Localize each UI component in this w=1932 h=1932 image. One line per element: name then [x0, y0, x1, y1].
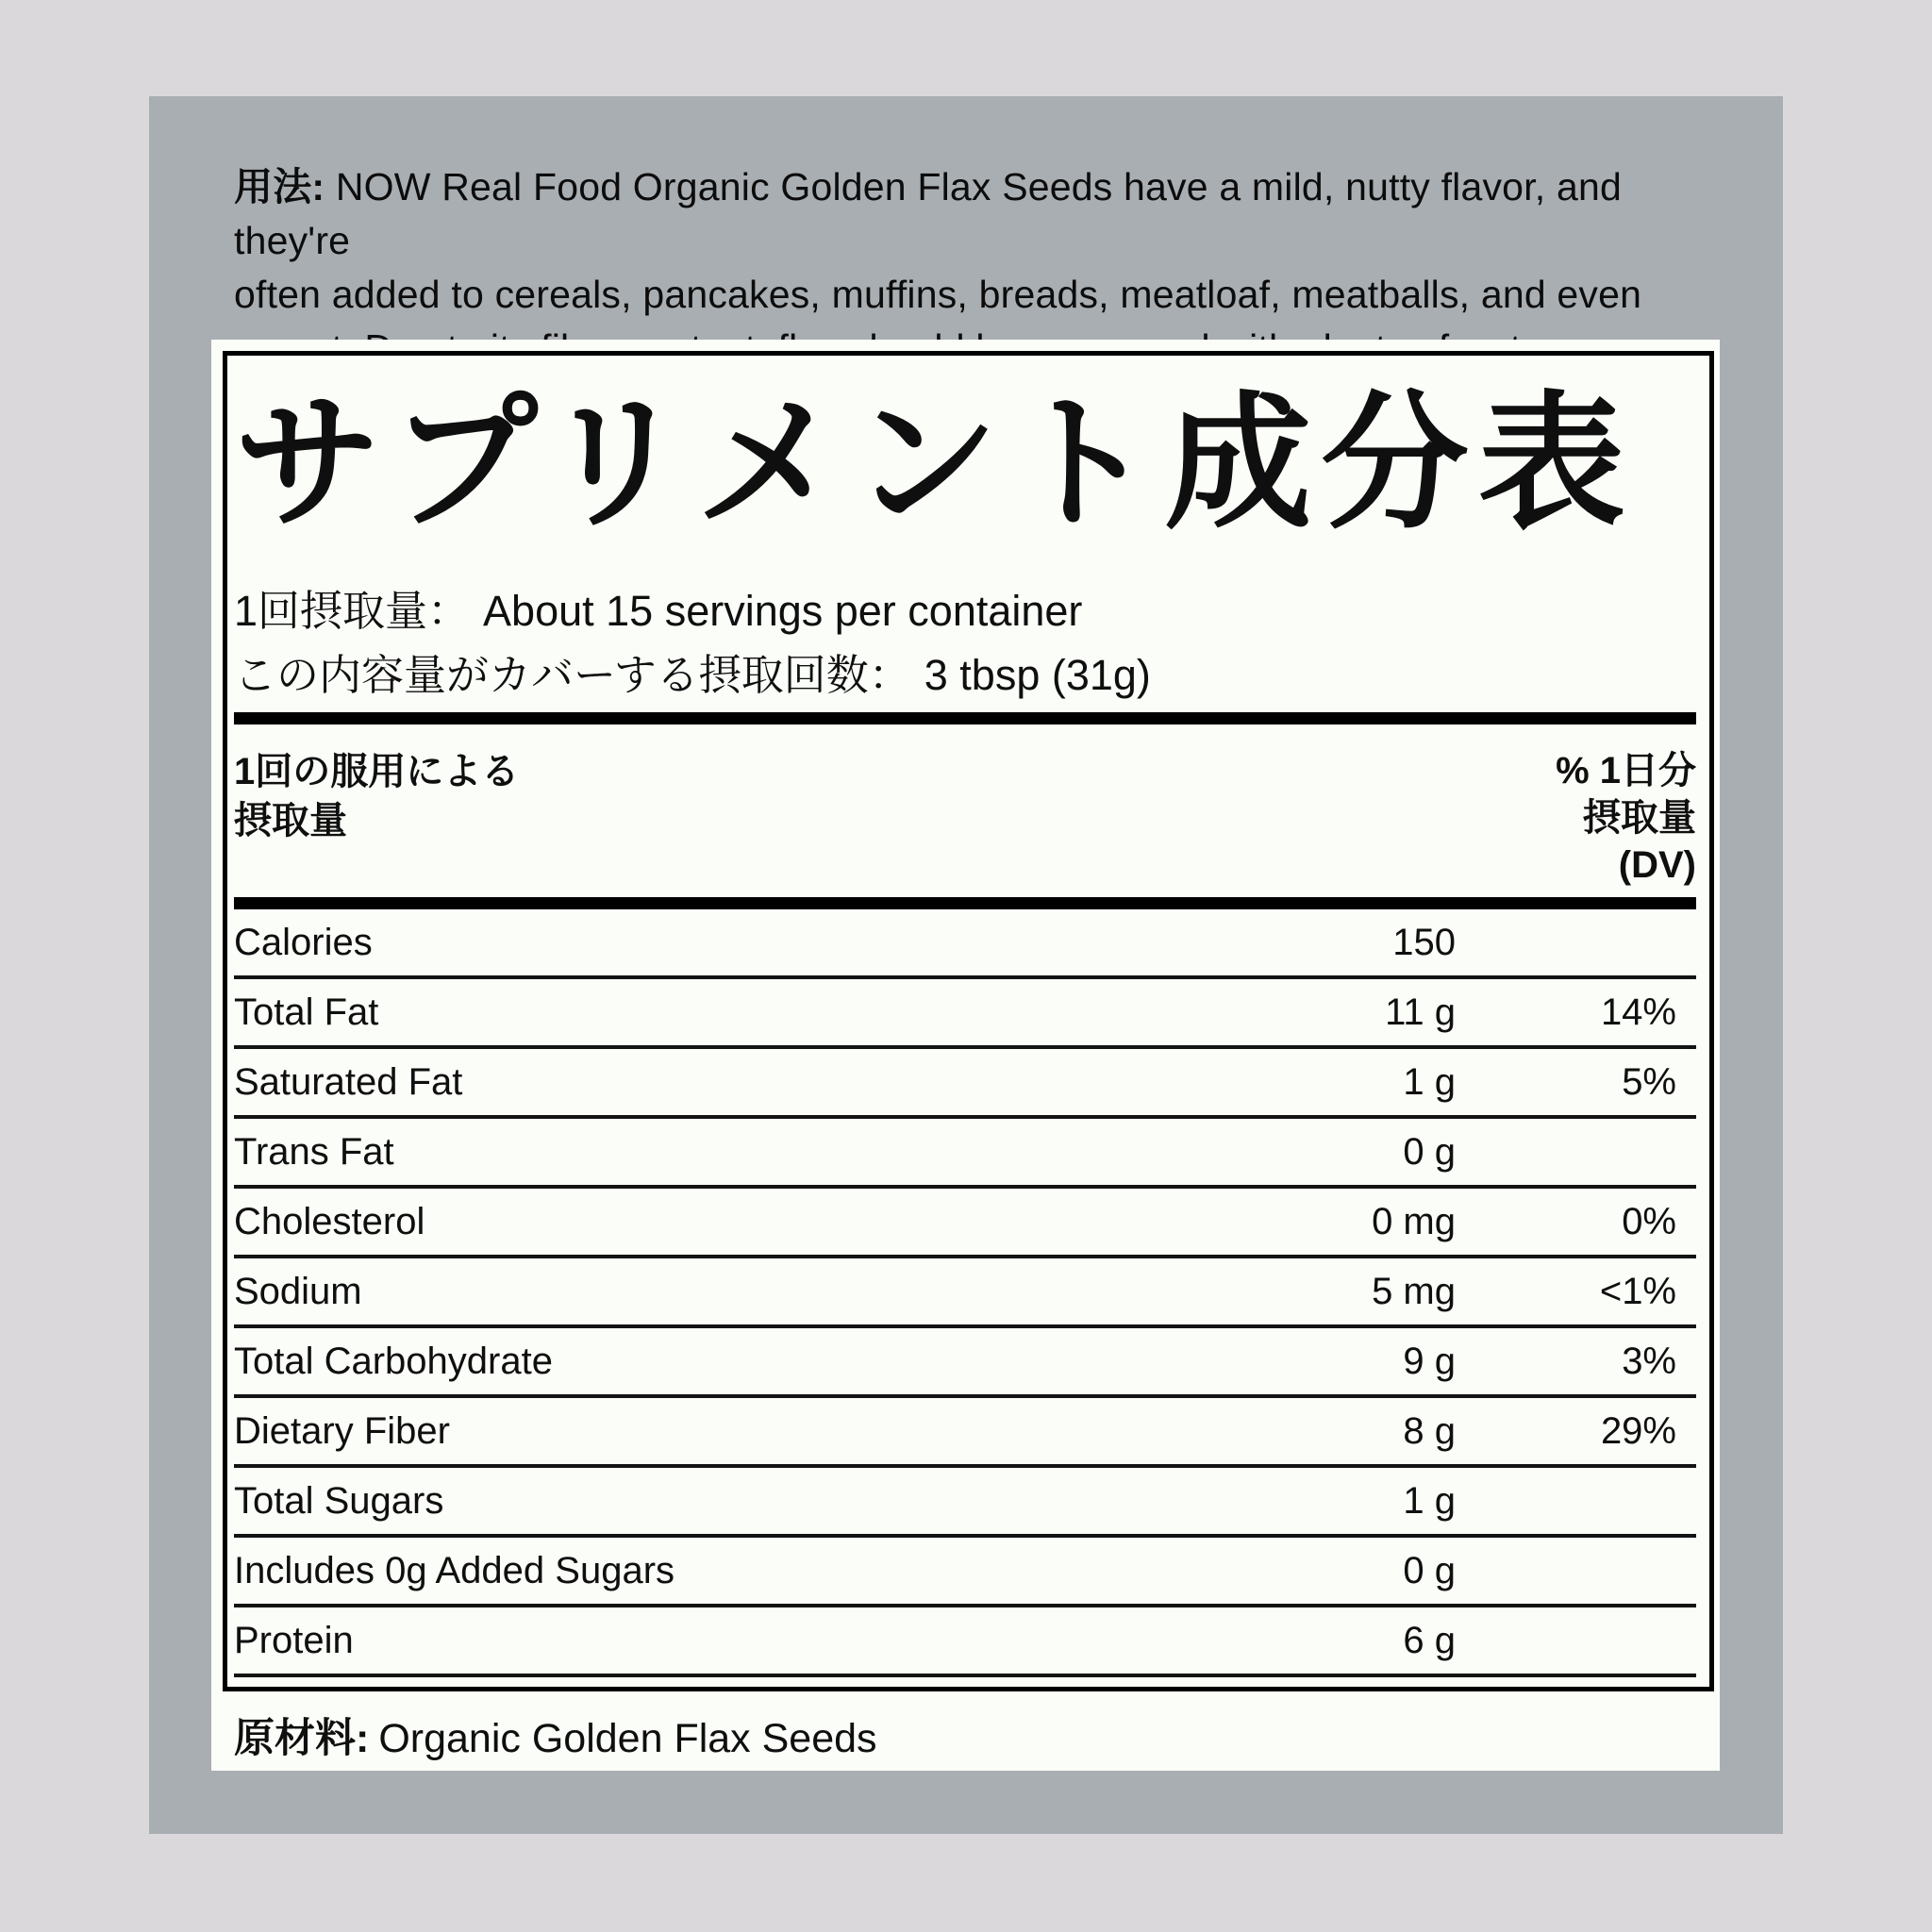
table-row — [234, 1189, 1696, 1258]
nutrient-name: Total Fat — [234, 991, 379, 1033]
nutrient-table — [234, 909, 1696, 1677]
nutrient-daily-value: 29% — [1600, 1409, 1676, 1452]
nutrient-amount: 9 g — [1403, 1340, 1456, 1382]
nutrient-amount: 150 — [1392, 921, 1456, 963]
nutrient-daily-value: 0% — [1622, 1200, 1676, 1242]
serving-size-value: About 15 servings per container — [483, 587, 1083, 635]
nutrient-amount: 1 g — [1403, 1479, 1456, 1522]
nutrient-daily-value: 14% — [1600, 991, 1676, 1033]
thick-divider-top — [234, 712, 1696, 724]
table-header — [234, 724, 1696, 897]
usage-label: 用法: — [234, 165, 325, 208]
nutrient-name: Includes 0g Added Sugars — [234, 1549, 675, 1591]
nutrient-name: Total Carbohydrate — [234, 1340, 553, 1382]
table-row — [234, 909, 1696, 979]
nutrient-name: Calories — [234, 921, 373, 963]
nutrient-amount: 6 g — [1403, 1619, 1456, 1661]
supplement-facts-title: サプリメント成分表 — [234, 382, 1635, 546]
nutrient-amount: 0 g — [1403, 1549, 1456, 1591]
nutrient-amount: 0 g — [1403, 1130, 1456, 1173]
table-row — [234, 1119, 1696, 1189]
servings-per-container-label: この内容量がカバーする摂取回数： — [234, 651, 911, 699]
table-row — [234, 1258, 1696, 1328]
usage-line-1: 用法: NOW Real Food Organic Golden Flax Seeds have a mild, nutty flavor, and they're — [234, 165, 1622, 262]
nutrient-name: Saturated Fat — [234, 1060, 463, 1103]
table-row — [234, 1538, 1696, 1607]
table-row — [234, 1398, 1696, 1468]
table-row — [234, 1328, 1696, 1398]
nutrient-name: Dietary Fiber — [234, 1409, 450, 1452]
servings-per-container-value: 3 tbsp (31g) — [924, 651, 1151, 699]
nutrient-amount: 5 mg — [1372, 1270, 1456, 1312]
daily-value-column-header: % 1日分 摂取量 (DV) — [1556, 750, 1696, 886]
supplement-facts-box — [223, 351, 1714, 1691]
thick-divider-header — [234, 897, 1696, 909]
ingredients-text: Organic Golden Flax Seeds — [378, 1716, 877, 1761]
amount-column-header: 1回の服用による 摂取量 — [234, 751, 520, 841]
nutrient-amount: 8 g — [1403, 1409, 1456, 1452]
table-row — [234, 1049, 1696, 1119]
nutrient-name: Trans Fat — [234, 1130, 394, 1173]
usage-line-2: often added to cereals, pancakes, muffins, breads, meatloaf, meatballs, and even — [234, 273, 1642, 316]
nutrient-daily-value: 5% — [1622, 1060, 1676, 1103]
nutrient-name: Sodium — [234, 1270, 362, 1312]
nutrient-daily-value: 3% — [1622, 1340, 1676, 1382]
table-row — [234, 1607, 1696, 1677]
serving-size-line — [234, 581, 1696, 641]
nutrient-amount: 1 g — [1403, 1060, 1456, 1103]
nutrient-name: Total Sugars — [234, 1479, 444, 1522]
ingredients-label: 原材料: — [234, 1716, 370, 1761]
ingredients-line — [234, 1711, 877, 1766]
serving-size-label: 1回摂取量： — [234, 587, 471, 635]
nutrient-daily-value: <1% — [1599, 1270, 1676, 1312]
nutrient-name: Protein — [234, 1619, 354, 1661]
nutrient-amount: 11 g — [1385, 991, 1456, 1033]
nutrient-name: Cholesterol — [234, 1200, 425, 1242]
servings-per-container-line — [234, 645, 1696, 706]
table-row — [234, 979, 1696, 1049]
nutrient-amount: 0 mg — [1372, 1200, 1456, 1242]
table-row — [234, 1468, 1696, 1538]
